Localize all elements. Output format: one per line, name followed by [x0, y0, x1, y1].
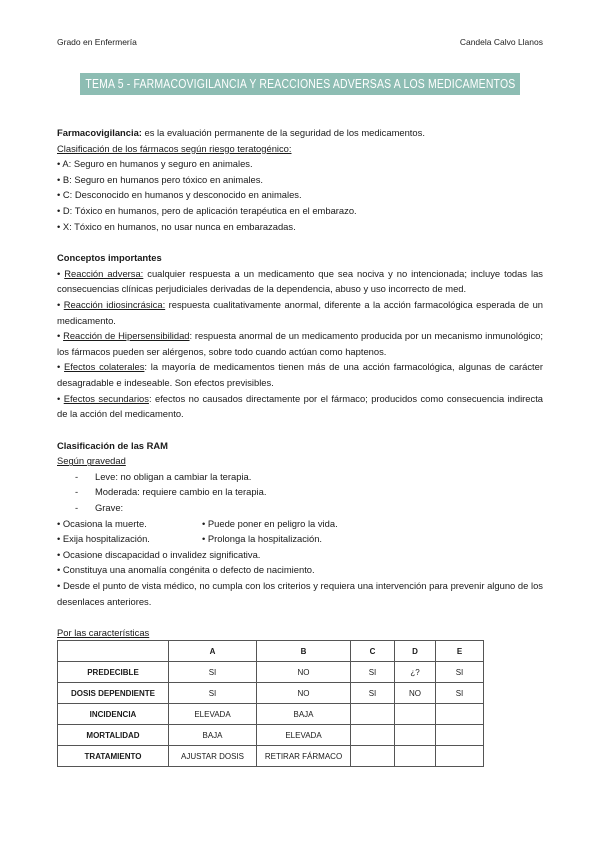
list-item: • X: Tóxico en humanos, no usar nunca en embarazadas. — [57, 220, 296, 232]
table-row — [58, 725, 484, 746]
concept-text: cualquier respuesta a un medicamento que sea nociva y no intencionada; incluye todas las consecuencias clínicas perjudiciales derivadas de la dependencia, abuso y uso incorrecto de med. — [57, 267, 543, 295]
page-title — [80, 73, 520, 95]
concept-text: : la mayoría de medicamentos tienen más de una acción farmacológica, algunas de carácter desagradable e indeseable. Son efectos previsibles. — [57, 361, 543, 388]
farmacovigilancia-term: Farmacovigilancia: — [57, 127, 142, 138]
document-body — [57, 125, 543, 641]
farmacovigilancia-text: es la evaluación permanente de la seguridad de los medicamentos. — [141, 127, 425, 138]
list-item: • C: Desconocido en humanos y desconocido en animales. — [57, 189, 302, 201]
table-cell: BAJA — [169, 725, 257, 746]
table-cell: NO — [257, 662, 351, 683]
concept-bullet: • — [57, 392, 64, 404]
criteria-row — [57, 531, 543, 547]
concept-term: Efectos colaterales — [64, 361, 145, 373]
criteria-item: • Constituya una anomalía congénita o defecto de nacimiento. — [57, 564, 315, 576]
concept-bullet: • — [57, 330, 64, 342]
concept-bullet: • — [57, 267, 65, 279]
page-header — [57, 37, 543, 49]
table-cell: RETIRAR FÁRMACO — [257, 746, 351, 767]
gravedad-item — [57, 484, 543, 500]
criteria-left: • Ocasiona la muerte. — [57, 517, 147, 529]
concept-term: Reacción de Hipersensibilidad — [63, 330, 190, 342]
table-header-cell: D — [395, 641, 436, 662]
table-cell — [351, 704, 395, 725]
table-cell — [351, 746, 395, 767]
criteria-item: • Ocasione discapacidad o invalidez significativa. — [57, 548, 261, 560]
table-header-cell: B — [257, 641, 351, 662]
table-row-label: TRATAMIENTO — [58, 746, 169, 767]
concept-term: Efectos secundarios — [63, 392, 149, 404]
table-header-row — [58, 641, 484, 662]
grave-criteria-singles — [57, 547, 543, 578]
table-header-cell: E — [436, 641, 484, 662]
table-cell: SI — [169, 662, 257, 683]
concept-item — [57, 359, 543, 390]
table-cell: ¿? — [395, 662, 436, 683]
gravedad-item — [57, 469, 543, 485]
criteria-row — [57, 516, 543, 532]
ram-characteristics-table — [57, 640, 484, 767]
list-item: • B: Seguro en humanos pero tóxico en animales. — [57, 173, 264, 185]
gravedad-item — [57, 500, 543, 516]
table-row-label: MORTALIDAD — [58, 725, 169, 746]
table-header-cell — [58, 641, 169, 662]
grave-criteria-pairs — [57, 516, 543, 547]
gravedad-item-text: Leve: no obligan a cambiar la terapia. — [95, 470, 252, 482]
table-cell: ELEVADA — [169, 704, 257, 725]
gravedad-item-text: Grave: — [95, 502, 124, 514]
concept-bullet: • — [57, 361, 65, 373]
table-cell — [395, 746, 436, 767]
dash-marker: - — [75, 486, 79, 498]
concept-bullet: • — [57, 298, 64, 310]
table-cell: NO — [395, 683, 436, 704]
table-cell: SI — [436, 683, 484, 704]
table-cell — [395, 725, 436, 746]
table-cell — [436, 725, 484, 746]
table-cell — [395, 704, 436, 725]
criteria-left: • Exija hospitalización. — [57, 533, 150, 545]
table-cell — [436, 704, 484, 725]
concept-item — [57, 266, 543, 297]
concept-item — [57, 297, 543, 328]
table-cell — [436, 746, 484, 767]
gravedad-title: Según gravedad — [57, 455, 126, 467]
concept-text: : respuesta anormal de un medicamento producida por un mecanismo inmunológico; los fármacos pueden ser alérgenos, sobre todo cuando actúan como haptenos. — [57, 330, 543, 357]
table-cell — [351, 725, 395, 746]
table-header-cell: A — [169, 641, 257, 662]
table-row-label: PREDECIBLE — [58, 662, 169, 683]
criteria-right: • Puede poner en peligro la vida. — [202, 517, 338, 529]
conceptos-title: Conceptos importantes — [57, 252, 162, 264]
gravedad-dash-list — [57, 469, 543, 516]
concept-term: Reacción idiosincrásica: — [63, 298, 166, 310]
table-cell: SI — [436, 662, 484, 683]
concept-term: Reacción adversa: — [64, 267, 144, 279]
teratogenic-title: Clasificación de los fármacos según riesgo teratogénico: — [57, 142, 292, 154]
header-author: Candela Calvo Llanos — [459, 37, 543, 47]
teratogenic-list — [57, 156, 543, 234]
table-row — [58, 704, 484, 725]
table-row-label: DOSIS DEPENDIENTE — [58, 683, 169, 704]
ram-title: Clasificación de las RAM — [57, 439, 168, 451]
farmacovigilancia-definition — [57, 125, 543, 141]
list-item: • D: Tóxico en humanos, pero de aplicación terapéutica en el embarazo. — [57, 204, 357, 216]
conceptos-list — [57, 266, 543, 422]
dash-marker: - — [75, 502, 79, 514]
concept-text: : efectos no causados directamente por el fármaco; producidos como consecuencia indirecta de la acción del medicamento. — [57, 392, 544, 420]
table-cell: SI — [169, 683, 257, 704]
concept-text: respuesta cualitativamente anormal, diferente a la acción farmacológica esperada de un medicamento. — [57, 298, 543, 326]
concept-item — [57, 391, 543, 422]
table-row-label: INCIDENCIA — [58, 704, 169, 725]
page-title-text: TEMA 5 - FARMACOVIGILANCIA Y REACCIONES ADVERSAS A LOS MEDICAMENTOS — [85, 77, 516, 91]
table-header-cell: C — [351, 641, 395, 662]
criteria-right: • Prolonga la hospitalización. — [202, 533, 323, 545]
gravedad-item-text: Moderada: requiere cambio en la terapia. — [95, 486, 267, 498]
table-cell: ELEVADA — [257, 725, 351, 746]
table-cell: NO — [257, 683, 351, 704]
grave-criteria-last: • Desde el punto de vista médico, no cumpla con los criterios y requiera una intervención para prevenir alguno de los desenlaces anteriores. — [57, 580, 543, 607]
caracteristicas-title: Por las características — [57, 627, 150, 639]
table-cell: SI — [351, 683, 395, 704]
table-row — [58, 683, 484, 704]
table-row — [58, 662, 484, 683]
list-item: • A: Seguro en humanos y seguro en animales. — [57, 158, 253, 170]
table-cell: BAJA — [257, 704, 351, 725]
table-cell: AJUSTAR DOSIS — [169, 746, 257, 767]
table-row — [58, 746, 484, 767]
concept-item — [57, 328, 543, 359]
table-cell: SI — [351, 662, 395, 683]
header-degree: Grado en Enfermería — [57, 37, 137, 47]
dash-marker: - — [75, 470, 79, 482]
